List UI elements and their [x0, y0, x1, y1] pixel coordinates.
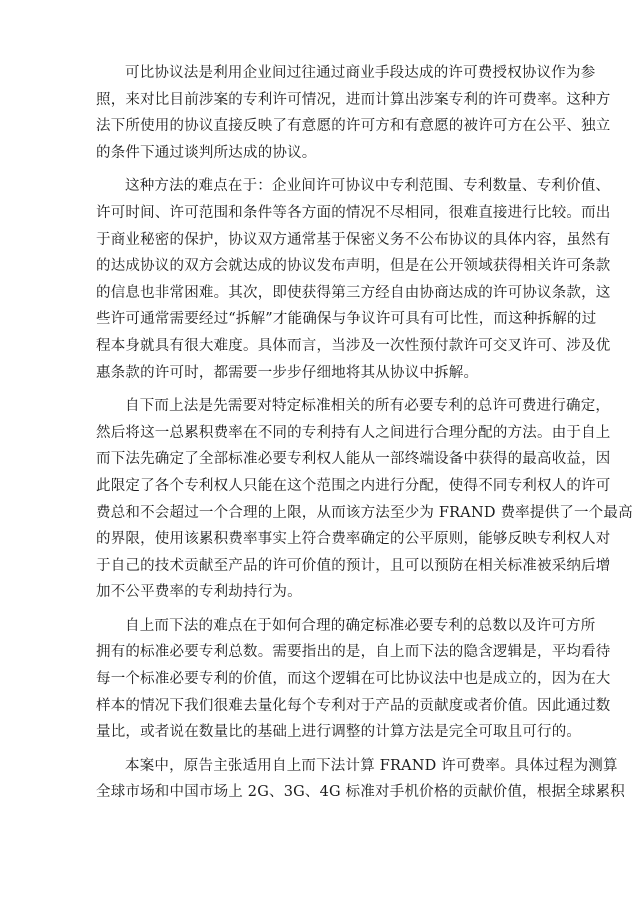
text-line: 然后将这一总累积费率在不同的专利持有人之间进行合理分配的方法。由于自上: [96, 424, 611, 441]
text-line: 每一个标准必要专利的价值，而这个逻辑在可比协议法中也是成立的，因为在大: [96, 671, 611, 688]
text-line: 可比协议法是利用企业间过往通过商业手段达成的许可费授权协议作为参: [125, 65, 596, 81]
text-line: 的界限，使用该累积费率事实上符合费率确定的公平原则，能够反映专利权人对: [96, 531, 611, 548]
text-line: 量比，或者说在数量比的基础上进行调整的计算方法是完全可取且可行的。: [96, 724, 582, 741]
text-line: 的达成协议的双方会就达成的协议发布声明，但是在公开领域获得相关许可条款: [96, 258, 611, 275]
text-line: 此限定了各个专利权人只能在这个范围之内进行分配，使得不同专利权人的许可: [96, 477, 611, 494]
paragraph-comparable-agreement-method: [96, 60, 611, 166]
text-line: 这种方法的难点在于：企业间许可协议中专利范围、专利数量、专利价值、: [125, 178, 611, 195]
text-line: 于自己的技术贡献至产品的许可价值的预计，且可以预防在相关标准被采纳后增: [96, 557, 611, 574]
text-line: 程本身就具有很大难度。具体而言，当涉及一次性预付款许可交叉许可、涉及优: [96, 337, 611, 354]
text-line: 于商业秘密的保护，协议双方通常基于保密义务不公布协议的具体内容，虽然有: [96, 231, 611, 248]
text-line: 本案中，原告主张适用自上而下法计算 FRAND 许可费率。具体过程为测算: [125, 757, 618, 774]
document-page: [96, 60, 633, 813]
paragraph-this-case: [96, 753, 625, 806]
text-line: 法下所使用的协议直接反映了有意愿的许可方和有意愿的被许可方在公平、独立: [96, 118, 611, 135]
text-line: 拥有的标准必要专利总数。需要指出的是，自上而下法的隐含逻辑是，平均看待: [96, 644, 611, 661]
text-line: 的信息也非常困难。其次，即使获得第三方经自由协商达成的许可协议条款，这: [96, 284, 611, 301]
text-line: 惠条款的许可时，都需要一步步仔细地将其从协议中拆解。: [96, 364, 479, 381]
text-line: 些许可通常需要经过“拆解”才能确保与争议许可具有可比性，而这种拆解的过: [96, 311, 597, 328]
text-line: 的条件下通过谈判所达成的协议。: [96, 144, 317, 161]
text-line: 样本的情况下我们很难去量化每个专利对于产品的贡献度或者价值。因此通过数: [96, 697, 611, 714]
text-line: 全球市场和中国市场上 2G、3G、4G 标准对手机价格的贡献价值，根据全球累积: [96, 784, 625, 801]
text-line: 而下法先确定了全部标准必要专利权人能从一部终端设备中获得的最高收益，因: [96, 451, 611, 468]
text-line: 加不公平费率的专利劫持行为。: [96, 584, 302, 601]
text-line: 许可时间、许可范围和条件等各方面的情况不尽相同，很难直接进行比较。而出: [96, 204, 611, 221]
paragraph-top-down-difficulty: [96, 613, 611, 746]
paragraph-bottom-up-method: [96, 393, 633, 606]
text-line: 自上而下法的难点在于如何合理的确定标准必要专利的总数以及许可方所: [125, 617, 596, 634]
text-line: 自下而上法是先需要对特定标准相关的所有必要专利的总许可费进行确定，: [125, 398, 611, 415]
text-line: 费总和不会超过一个合理的上限，从而该方法至少为 FRAND 费率提供了一个最高: [96, 504, 633, 521]
paragraph-comparable-method-difficulty: [96, 173, 611, 386]
text-line: 照，来对比目前涉案的专利许可情况，进而计算出涉案专利的许可费率。这种方: [96, 91, 611, 108]
